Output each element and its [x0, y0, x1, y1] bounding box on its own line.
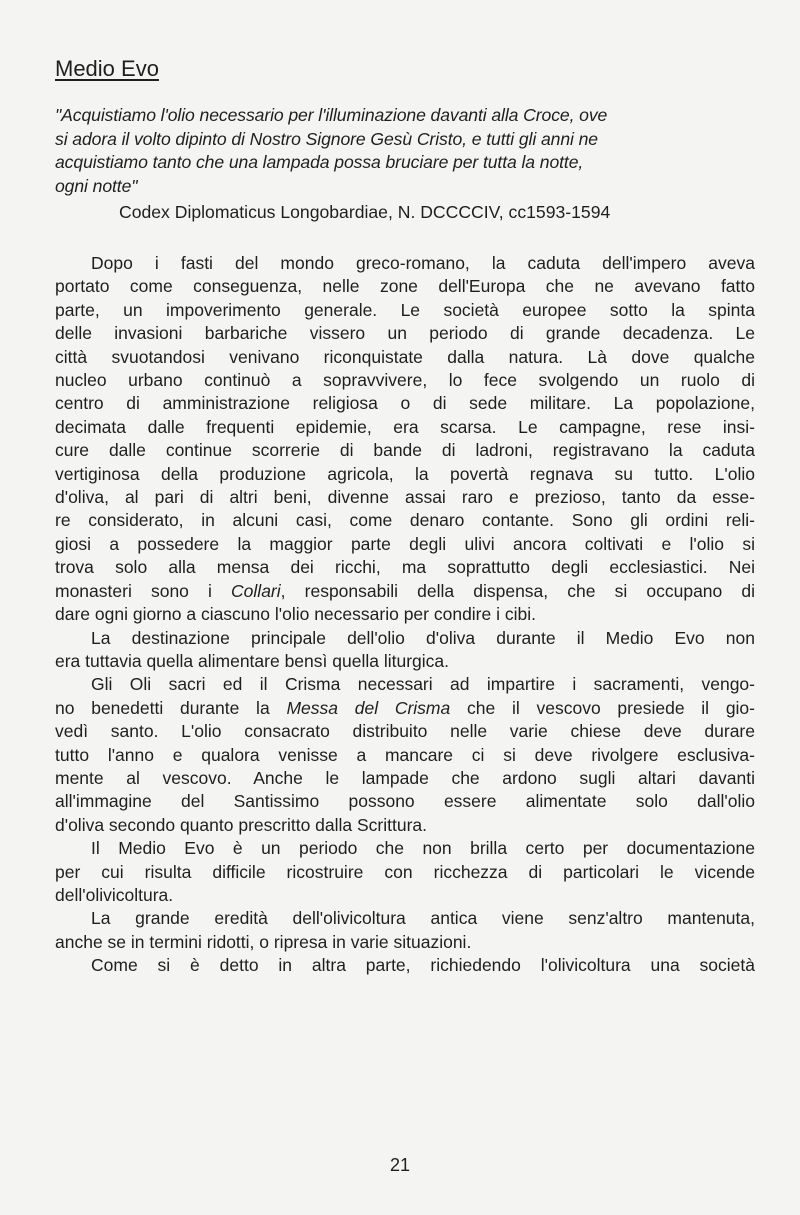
quote-line: "Acquistiamo l'olio necessario per l'illuminazione davanti alla Croce, ove [55, 105, 608, 125]
body-line: La grande eredità dell'olivicoltura antica viene senz'altro mantenuta, [91, 908, 755, 929]
body-line: Il Medio Evo è un periodo che non brilla certo per documentazione [91, 838, 755, 859]
page-number: 21 [389, 1155, 411, 1175]
quote-line: si adora il volto dipinto di Nostro Signore Gesù Cristo, e tutti gli anni ne [55, 128, 598, 149]
body-line: Dopo i fasti del mondo greco-romano, la caduta dell'impero aveva [91, 253, 755, 273]
body-paragraphs [55, 252, 755, 978]
page-content [55, 56, 755, 978]
emphasis-term: Collari [231, 580, 281, 601]
body-line: centro di amministrazione religiosa o di sede militare. La popolazione, [55, 393, 755, 414]
body-line: Gli Oli sacri ed il Crisma necessari ad impartire i sacramenti, vengo- [91, 674, 755, 695]
body-line: re considerato, in alcuni casi, come denaro contante. Sono gli ordini reli- [55, 510, 755, 531]
body-line: no benedetti durante la Messa del Crisma che il vescovo presiede il gio- [55, 697, 755, 718]
body-line: nucleo urbano continuò a sopravvivere, lo fece svolgendo un ruolo di [55, 370, 755, 391]
body-line: decimata dalle frequenti epidemie, era scarsa. Le campagne, rese insi- [55, 416, 755, 437]
body-line: anche se in termini ridotti, o ripresa in varie situazioni. [55, 931, 472, 952]
body-line: giosi a possedere la maggior parte degli ulivi ancora coltivati e l'olio si [55, 533, 755, 554]
body-line: all'immagine del Santissimo possono essere alimentate solo dall'olio [55, 791, 755, 812]
body-line: tutto l'anno e qualora venisse a mancare ci si deve rivolgere esclusiva- [55, 744, 755, 765]
body-line: La destinazione principale dell'olio d'oliva durante il Medio Evo non [91, 627, 755, 648]
body-line: dell'olivicoltura. [55, 884, 174, 905]
body-line: delle invasioni barbariche vissero un periodo di grande decadenza. Le [55, 323, 755, 344]
body-line: d'oliva, al pari di altri beni, divenne assai raro e prezioso, tanto da esse- [55, 487, 755, 508]
body-line: vertiginosa della produzione agricola, la povertà regnava su tutto. L'olio [55, 463, 755, 484]
body-line: trova solo alla mensa dei ricchi, ma soprattutto degli ecclesiastici. Nei [55, 557, 755, 578]
body-line: d'oliva secondo quanto prescritto dalla Scrittura. [55, 814, 428, 835]
section-heading: Medio Evo [55, 56, 159, 81]
body-line: mente al vescovo. Anche le lampade che ardono sugli altari davanti [55, 767, 755, 788]
body-line: dare ogni giorno a ciascuno l'olio necessario per condire i cibi. [55, 604, 536, 625]
body-line: era tuttavia quella alimentare bensì quella liturgica. [55, 650, 449, 671]
emphasis-term: Messa del Crisma [286, 697, 451, 718]
quote-line: acquistiamo tanto che una lampada possa bruciare per tutta la notte, [55, 152, 584, 172]
epigraph-quote [55, 104, 755, 198]
body-line: Come si è detto in altra parte, richiedendo l'olivicoltura una società [91, 955, 755, 976]
quote-line: ogni notte" [55, 175, 138, 196]
body-line: parte, un impoverimento generale. Le società europee sotto la spinta [55, 299, 755, 320]
body-line: cure dalle continue scorrerie di bande di ladroni, registravano la caduta [55, 440, 755, 461]
body-line: città svuotandosi venivano riconquistate dalla natura. Là dove qualche [55, 346, 755, 367]
quote-citation: Codex Diplomaticus Longobardiae, N. DCCCCIV, cc1593-1594 [119, 202, 611, 222]
body-line: per cui risulta difficile ricostruire con ricchezza di particolari le vicende [55, 861, 755, 882]
body-line: vedì santo. L'olio consacrato distribuito nelle varie chiese deve durare [55, 721, 755, 742]
body-line: monasteri sono i Collari, responsabili della dispensa, che si occupano di [55, 580, 756, 601]
body-line: portato come conseguenza, nelle zone dell'Europa che ne avevano fatto [55, 276, 755, 297]
